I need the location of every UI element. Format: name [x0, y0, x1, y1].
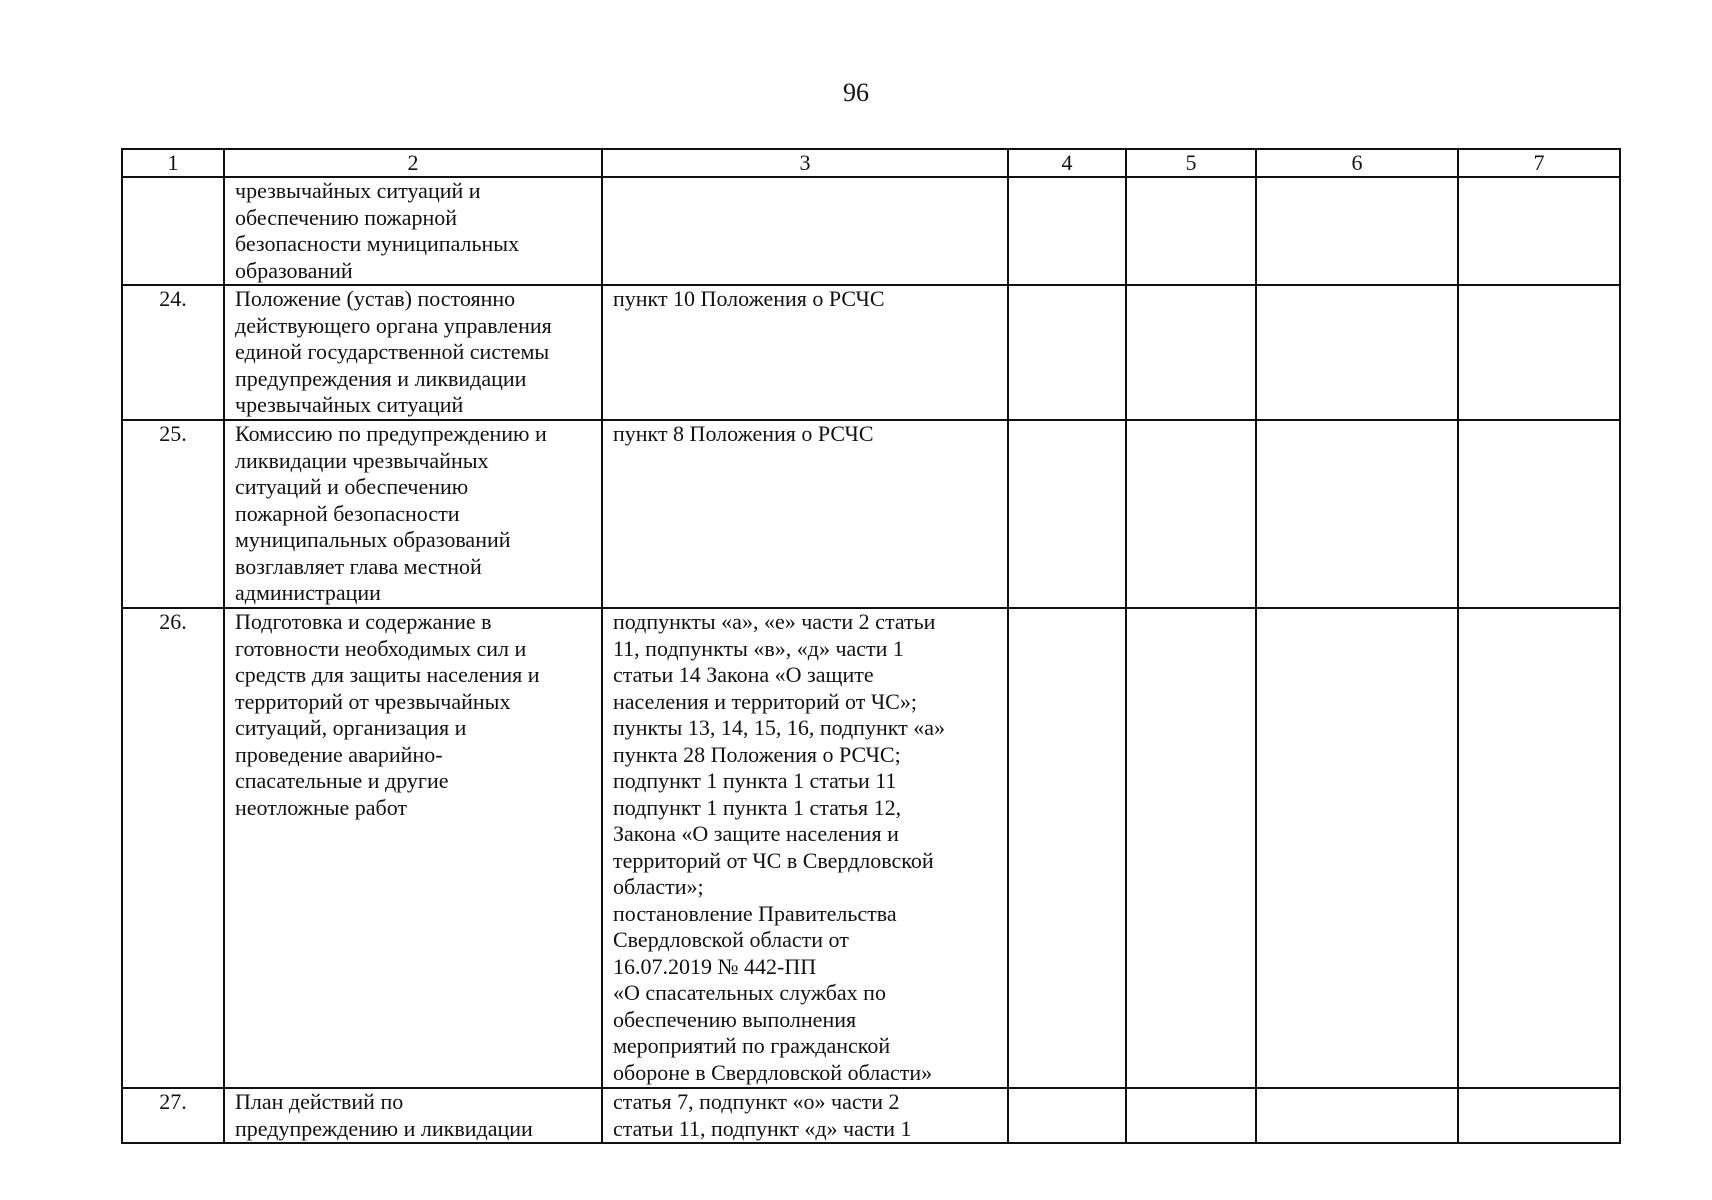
empty-cell-col-4 [1008, 285, 1126, 420]
reference-text-line: пункты 13, 14, 15, 16, подпункт «а» [613, 715, 945, 740]
requirement-text-line: Комиссию по предупреждению и [235, 421, 547, 446]
reference-text-line: 16.07.2019 № 442-ПП [613, 953, 817, 979]
requirement-text-line: средств для защиты населения и [235, 662, 540, 687]
row-number-cell: 25. [122, 420, 224, 608]
column-number-header: 2 [224, 149, 602, 177]
requirement-text-line: неотложные работ [235, 794, 408, 820]
row-number-cell: 27. [122, 1088, 224, 1143]
reference-text-line: пункт 8 Положения о РСЧС [613, 421, 874, 446]
empty-cell-col-6 [1256, 285, 1458, 420]
requirement-text-line: безопасности муниципальных [235, 231, 520, 256]
requirement-text-line: Подготовка и содержание в [235, 609, 492, 634]
row-number-cell: 24. [122, 285, 224, 420]
reference-text-line: населения и территорий от ЧС»; [613, 688, 917, 714]
legal-reference-cell [602, 1088, 1008, 1143]
empty-cell-col-5 [1126, 1088, 1256, 1143]
requirement-text-line: готовности необходимых сил и [235, 635, 527, 661]
empty-cell-col-6 [1256, 420, 1458, 608]
row-number-cell: 26. [122, 608, 224, 1088]
requirement-text-line: пожарной безопасности [235, 500, 460, 526]
empty-cell-col-7 [1458, 1088, 1620, 1143]
requirement-text-line: образований [235, 257, 353, 283]
legal-reference-cell [602, 608, 1008, 1088]
requirement-text-line: Положение (устав) постоянно [235, 286, 516, 311]
requirements-table [121, 148, 1621, 1144]
empty-cell-col-7 [1458, 608, 1620, 1088]
empty-cell-col-7 [1458, 177, 1620, 285]
requirement-text-line: администрации [235, 580, 381, 605]
legal-reference-cell [602, 177, 1008, 285]
requirement-text-line: спасательные и другие [235, 768, 449, 793]
reference-text-line: 11, подпункты «в», «д» части 1 [613, 635, 904, 661]
requirement-cell [224, 420, 602, 608]
requirement-cell [224, 285, 602, 420]
requirement-text-line: ликвидации чрезвычайных [235, 447, 489, 473]
reference-text-line: пункта 28 Положения о РСЧС; [613, 741, 901, 767]
requirement-text-line: муниципальных образований [235, 527, 511, 552]
table-row [122, 285, 1620, 420]
table-body [122, 177, 1620, 1143]
requirement-text-line: территорий от чрезвычайных [235, 688, 511, 714]
requirement-text-line: План действий по [235, 1089, 404, 1114]
requirement-text-line: единой государственной системы [235, 339, 550, 364]
reference-text-line: подпункт 1 пункта 1 статьи 11 [613, 768, 897, 793]
reference-text-line: обеспечению выполнения [613, 1006, 857, 1032]
reference-text-line: подпункты «а», «е» части 2 статьи [613, 609, 936, 634]
empty-cell-col-6 [1256, 177, 1458, 285]
column-number-header: 1 [122, 149, 224, 177]
empty-cell-col-5 [1126, 177, 1256, 285]
reference-text-line: обороне в Свердловской области» [613, 1059, 933, 1085]
empty-cell-col-5 [1126, 420, 1256, 608]
reference-text-line: статьи 14 Закона «О защите [613, 662, 874, 687]
legal-reference-cell [602, 285, 1008, 420]
reference-text-line: постановление Правительства [613, 900, 897, 926]
requirement-text-line: возглавляет глава местной [235, 553, 482, 579]
requirement-text-line: предупреждения и ликвидации [235, 365, 527, 391]
empty-cell-col-4 [1008, 608, 1126, 1088]
reference-text-line: Свердловской области от [613, 927, 849, 952]
column-number-header: 5 [1126, 149, 1256, 177]
reference-text-line: мероприятий по гражданской [613, 1033, 891, 1058]
empty-cell-col-7 [1458, 285, 1620, 420]
requirement-cell [224, 608, 602, 1088]
requirement-text-line: чрезвычайных ситуаций и [235, 178, 481, 203]
requirement-text-line: чрезвычайных ситуаций [235, 392, 464, 417]
requirement-cell [224, 1088, 602, 1143]
table-row [122, 420, 1620, 608]
empty-cell-col-7 [1458, 420, 1620, 608]
empty-cell-col-5 [1126, 285, 1256, 420]
row-number-cell [122, 177, 224, 285]
column-number-header: 6 [1256, 149, 1458, 177]
reference-text-line: «О спасательных службах по [613, 980, 886, 1005]
column-number-row [122, 149, 1620, 177]
reference-text-line: статьи 11, подпункт «д» части 1 [613, 1115, 912, 1141]
reference-text-line: Закона «О защите населения и [613, 821, 899, 846]
reference-text-line: области»; [613, 874, 704, 899]
requirement-cell [224, 177, 602, 285]
requirement-text-line: обеспечению пожарной [235, 204, 458, 230]
requirement-text-line: предупреждению и ликвидации [235, 1115, 533, 1141]
empty-cell-col-4 [1008, 1088, 1126, 1143]
legal-reference-cell [602, 420, 1008, 608]
requirement-text-line: ситуаций и обеспечению [235, 474, 469, 499]
page-number: 96 [843, 78, 869, 107]
requirement-text-line: действующего органа управления [235, 312, 552, 338]
reference-text-line: территорий от ЧС в Свердловской [613, 847, 934, 873]
requirement-text-line: ситуаций, организация и [235, 715, 467, 740]
reference-text-line: статья 7, подпункт «о» части 2 [613, 1089, 900, 1114]
table-row [122, 608, 1620, 1088]
column-number-header: 4 [1008, 149, 1126, 177]
requirement-text-line: проведение аварийно- [235, 741, 443, 767]
empty-cell-col-4 [1008, 420, 1126, 608]
table-row [122, 177, 1620, 285]
empty-cell-col-4 [1008, 177, 1126, 285]
column-number-header: 7 [1458, 149, 1620, 177]
empty-cell-col-6 [1256, 608, 1458, 1088]
reference-text-line: подпункт 1 пункта 1 статья 12, [613, 794, 902, 820]
empty-cell-col-6 [1256, 1088, 1458, 1143]
column-number-header: 3 [602, 149, 1008, 177]
reference-text-line: пункт 10 Положения о РСЧС [613, 286, 885, 311]
table-row [122, 1088, 1620, 1143]
empty-cell-col-5 [1126, 608, 1256, 1088]
